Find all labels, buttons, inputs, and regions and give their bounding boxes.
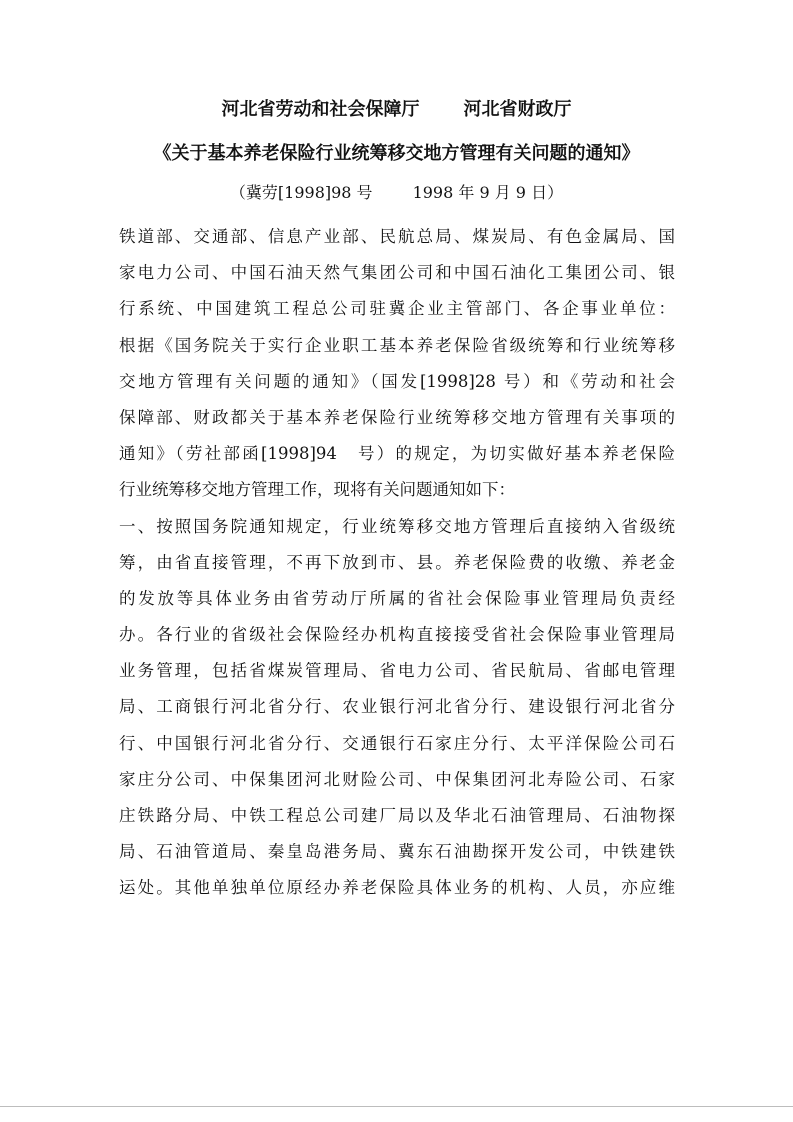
body-line: 铁道部、交通部、信息产业部、民航总局、煤炭局、有色金属局、国 (119, 227, 675, 246)
issuers-heading (0, 98, 793, 122)
body-line: 局、石油管道局、秦皇岛港务局、冀东石油勘探开发公司，中铁建铁 (119, 842, 675, 862)
issuer-2: 河北省财政厅 (463, 99, 572, 120)
document-number: （冀劳[1998]98 号 (229, 183, 373, 202)
body-line: 业务管理，包括省煤炭管理局、省电力公司、省民航局、省邮电管理 (119, 661, 675, 681)
body-line: 运处。其他单独单位原经办养老保险具体业务的机构、人员，亦应维 (119, 878, 675, 898)
body-line: 交地方管理有关问题的通知》（国发[1998]28 号）和《劳动和社会 (119, 371, 675, 391)
document-reference (0, 181, 793, 205)
issuer-1: 河北省劳动和社会保障厅 (221, 99, 420, 120)
body-line: 行系统、中国建筑工程总公司驻冀企业主管部门、各企事业单位： (119, 299, 675, 319)
body-line: 庄铁路分局、中铁工程总公司建厂局以及华北石油管理局、石油物探 (119, 806, 675, 825)
body-line: 行、中国银行河北省分行、交通银行石家庄分行、太平洋保险公司石 (119, 733, 675, 753)
body-line: 行业统筹移交地方管理工作，现将有关问题通知如下： (119, 480, 515, 500)
document-title: 《关于基本养老保险行业统筹移交地方管理有关问题的通知》 (153, 143, 640, 164)
body-line: 办。各行业的省级社会保险经办机构直接接受省社会保险事业管理局 (119, 625, 675, 645)
body-line: 局、工商银行河北省分行、农业银行河北省分行、建设银行河北省分 (119, 697, 675, 717)
body-line: 一、按照国务院通知规定，行业统筹移交地方管理后直接纳入省级统 (119, 516, 675, 536)
body-text (119, 222, 675, 910)
document-date: 1998 年 9 月 9 日） (412, 183, 564, 202)
body-line: 保障部、财政都关于基本养老保险行业统筹移交地方管理有关事项的 (119, 407, 675, 427)
footer-rule (0, 1106, 793, 1107)
body-line: 筹，由省直接管理，不再下放到市、县。养老保险费的收缴、养老金 (119, 552, 675, 572)
body-line: 根据《国务院关于实行企业职工基本养老保险省级统筹和行业统筹移 (119, 335, 675, 355)
body-line: 的发放等具体业务由省劳动厅所属的省社会保险事业管理局负责经 (119, 588, 675, 608)
body-line: 家庄分公司、中保集团河北财险公司、中保集团河北寿险公司、石家 (119, 769, 675, 789)
body-line: 家电力公司、中国石油天然气集团公司和中国石油化工集团公司、银 (119, 263, 675, 283)
body-line: 通知》（劳社部函[1998]94 号）的规定，为切实做好基本养老保险 (119, 444, 675, 464)
